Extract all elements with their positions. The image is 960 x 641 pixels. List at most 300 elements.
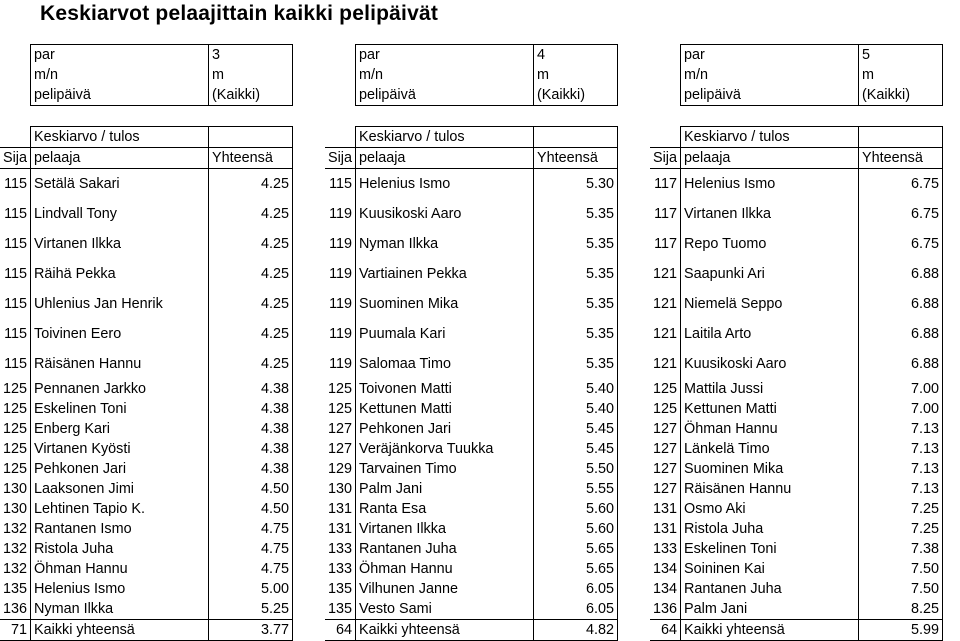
table-row <box>650 199 943 229</box>
rank-cell: 133 <box>328 561 353 577</box>
filter-row <box>650 65 943 85</box>
player-cell[interactable]: Vartiainen Pekka <box>356 259 534 289</box>
spacer-row <box>650 106 943 127</box>
player-cell[interactable]: Helenius Ismo <box>356 169 534 200</box>
rank-cell: 125 <box>328 381 353 397</box>
pivot-table-par-4 <box>325 44 618 641</box>
rank-cell: 119 <box>329 266 353 282</box>
player-cell[interactable]: Toivonen Matti <box>356 379 534 399</box>
player-cell[interactable]: Pennanen Jarkko <box>31 379 209 399</box>
table-row <box>325 319 618 349</box>
table-row <box>0 259 293 289</box>
average-cell: 7.25 <box>859 519 943 539</box>
average-cell: 4.25 <box>209 229 293 259</box>
average-cell: 5.35 <box>534 229 618 259</box>
player-cell[interactable]: Helenius Ismo <box>681 169 859 200</box>
header-blank <box>534 127 618 148</box>
filter-value-dropdown[interactable]: (Kaikki) <box>859 85 943 106</box>
average-cell: 7.13 <box>859 439 943 459</box>
player-cell[interactable]: Kaikki yhteensä <box>31 620 209 641</box>
player-cell[interactable]: Ristola Juha <box>31 539 209 559</box>
player-cell[interactable]: Virtanen Ilkka <box>31 229 209 259</box>
table-row <box>650 519 943 539</box>
table-row <box>0 379 293 399</box>
player-cell[interactable]: Räisänen Hannu <box>31 349 209 379</box>
table-row <box>650 499 943 519</box>
player-cell[interactable]: Mattila Jussi <box>681 379 859 399</box>
rank-cell: 117 <box>654 206 678 222</box>
rank-cell: 117 <box>654 176 678 192</box>
pivot-table-par-3 <box>0 44 293 641</box>
rank-cell: 127 <box>653 461 678 477</box>
average-cell: 7.50 <box>859 559 943 579</box>
rank-cell: 119 <box>329 296 353 312</box>
rank-cell: 121 <box>653 356 678 372</box>
average-cell: 5.50 <box>534 459 618 479</box>
rank-cell: 119 <box>329 236 353 252</box>
player-cell[interactable]: Palm Jani <box>356 479 534 499</box>
rank-cell: 127 <box>653 441 678 457</box>
filter-value-dropdown[interactable]: 3 <box>209 45 293 66</box>
header-blank <box>209 127 293 148</box>
table-row <box>0 229 293 259</box>
rank-cell: 131 <box>653 521 678 537</box>
table-row <box>650 349 943 379</box>
player-cell[interactable]: Kaikki yhteensä <box>681 620 859 641</box>
rank-cell: 115 <box>4 236 28 252</box>
rank-cell: 132 <box>3 521 28 537</box>
player-cell[interactable]: Lindvall Tony <box>31 199 209 229</box>
table-row <box>325 399 618 419</box>
filter-row <box>650 45 943 66</box>
average-cell: 5.25 <box>209 599 293 620</box>
rank-cell: 125 <box>3 441 28 457</box>
filter-value-dropdown[interactable]: 4 <box>534 45 618 66</box>
table-row <box>0 439 293 459</box>
filter-label: m/n <box>681 65 859 85</box>
table-row <box>0 199 293 229</box>
player-cell[interactable]: Rantanen Juha <box>681 579 859 599</box>
table-row <box>650 419 943 439</box>
player-cell[interactable]: Kettunen Matti <box>681 399 859 419</box>
player-cell[interactable]: Ristola Juha <box>681 519 859 539</box>
average-cell: 5.60 <box>534 499 618 519</box>
rank-cell: 134 <box>653 561 678 577</box>
rank-cell: 119 <box>329 356 353 372</box>
average-cell: 5.65 <box>534 539 618 559</box>
rank-cell: 125 <box>3 421 28 437</box>
header-spacer <box>325 127 356 148</box>
average-cell: 7.25 <box>859 499 943 519</box>
player-cell[interactable]: Osmo Aki <box>681 499 859 519</box>
filter-spacer <box>650 65 681 85</box>
table-row <box>0 319 293 349</box>
table-row <box>650 289 943 319</box>
filter-spacer <box>0 85 31 106</box>
column-header-sija[interactable]: Sija <box>0 148 31 169</box>
filter-value-dropdown[interactable]: (Kaikki) <box>534 85 618 106</box>
column-header-sija[interactable]: Sija <box>325 148 356 169</box>
table-row <box>325 579 618 599</box>
average-cell: 4.25 <box>209 289 293 319</box>
measure-label[interactable]: Keskiarvo / tulos <box>681 127 859 148</box>
average-cell: 3.77 <box>209 620 293 641</box>
total-row <box>650 620 943 641</box>
filter-label: par <box>681 45 859 66</box>
table-row <box>325 459 618 479</box>
rank-cell: 115 <box>4 266 28 282</box>
rank-cell: 135 <box>328 601 353 617</box>
average-cell: 7.00 <box>859 399 943 419</box>
average-cell: 7.13 <box>859 459 943 479</box>
table-row <box>650 579 943 599</box>
rank-cell: 71 <box>0 620 31 641</box>
average-cell: 6.88 <box>859 259 943 289</box>
rank-cell: 125 <box>3 461 28 477</box>
filter-row <box>0 65 293 85</box>
player-cell[interactable]: Öhman Hannu <box>31 559 209 579</box>
rank-cell: 125 <box>328 401 353 417</box>
table-row <box>650 599 943 620</box>
average-cell: 4.50 <box>209 479 293 499</box>
header-row-measure <box>325 127 618 148</box>
average-cell: 6.75 <box>859 199 943 229</box>
rank-cell: 125 <box>3 401 28 417</box>
table-row <box>650 539 943 559</box>
average-cell: 7.38 <box>859 539 943 559</box>
player-cell[interactable]: Kaikki yhteensä <box>356 620 534 641</box>
player-cell[interactable]: Pehkonen Jari <box>31 459 209 479</box>
rank-cell: 131 <box>328 501 353 517</box>
table-row <box>650 229 943 259</box>
player-cell[interactable]: Kuusikoski Aaro <box>356 199 534 229</box>
rank-cell: 130 <box>3 481 28 497</box>
player-cell[interactable]: Uhlenius Jan Henrik <box>31 289 209 319</box>
player-cell[interactable]: Nyman Ilkka <box>356 229 534 259</box>
rank-cell: 133 <box>653 541 678 557</box>
table-row <box>650 169 943 200</box>
rank-cell: 132 <box>3 541 28 557</box>
player-cell[interactable]: Setälä Sakari <box>31 169 209 200</box>
total-row <box>0 620 293 641</box>
player-cell[interactable]: Räisänen Hannu <box>681 479 859 499</box>
player-cell[interactable]: Kuusikoski Aaro <box>681 349 859 379</box>
player-cell[interactable]: Enberg Kari <box>31 419 209 439</box>
table-row <box>325 599 618 620</box>
average-cell: 7.13 <box>859 479 943 499</box>
filter-spacer <box>325 85 356 106</box>
average-cell: 5.35 <box>534 259 618 289</box>
table-row <box>650 319 943 349</box>
table-row <box>325 559 618 579</box>
filter-label: pelipäivä <box>356 85 534 106</box>
table-row <box>325 519 618 539</box>
table-row <box>325 349 618 379</box>
average-cell: 5.35 <box>534 289 618 319</box>
measure-label[interactable]: Keskiarvo / tulos <box>356 127 534 148</box>
player-cell[interactable]: Tarvainen Timo <box>356 459 534 479</box>
filter-value-dropdown[interactable]: m <box>209 65 293 85</box>
rank-cell: 115 <box>4 296 28 312</box>
average-cell: 5.35 <box>534 319 618 349</box>
filter-label: pelipäivä <box>31 85 209 106</box>
table-row <box>650 379 943 399</box>
rank-cell: 125 <box>3 381 28 397</box>
average-cell: 4.75 <box>209 519 293 539</box>
table-row <box>0 349 293 379</box>
filter-label: pelipäivä <box>681 85 859 106</box>
column-header-yhteensa: Yhteensä <box>534 148 618 169</box>
table-row <box>325 199 618 229</box>
player-cell[interactable]: Öhman Hannu <box>681 419 859 439</box>
filter-label: m/n <box>356 65 534 85</box>
average-cell: 4.75 <box>209 539 293 559</box>
average-cell: 4.25 <box>209 169 293 200</box>
table-row <box>0 579 293 599</box>
player-cell[interactable]: Pehkonen Jari <box>356 419 534 439</box>
table-row <box>0 169 293 200</box>
rank-cell: 115 <box>4 356 28 372</box>
average-cell: 5.40 <box>534 379 618 399</box>
rank-cell: 135 <box>328 581 353 597</box>
player-cell[interactable]: Länkelä Timo <box>681 439 859 459</box>
average-cell: 6.88 <box>859 289 943 319</box>
table-row <box>325 539 618 559</box>
player-cell[interactable]: Virtanen Ilkka <box>681 199 859 229</box>
table-row <box>650 259 943 289</box>
filter-row <box>325 85 618 106</box>
player-cell[interactable]: Repo Tuomo <box>681 229 859 259</box>
player-cell[interactable]: Palm Jani <box>681 599 859 620</box>
rank-cell: 127 <box>328 441 353 457</box>
filter-spacer <box>0 45 31 66</box>
table-row <box>325 419 618 439</box>
rank-cell: 136 <box>3 601 28 617</box>
player-cell[interactable]: Toivinen Eero <box>31 319 209 349</box>
rank-cell: 133 <box>328 541 353 557</box>
rank-cell: 115 <box>4 206 28 222</box>
average-cell: 6.75 <box>859 229 943 259</box>
average-cell: 5.45 <box>534 419 618 439</box>
column-header-sija[interactable]: Sija <box>650 148 681 169</box>
table-row <box>0 519 293 539</box>
measure-label[interactable]: Keskiarvo / tulos <box>31 127 209 148</box>
average-cell: 7.50 <box>859 579 943 599</box>
rank-cell: 129 <box>328 461 353 477</box>
player-cell[interactable]: Puumala Kari <box>356 319 534 349</box>
column-header-yhteensa: Yhteensä <box>209 148 293 169</box>
average-cell: 5.35 <box>534 349 618 379</box>
player-cell[interactable]: Veräjänkorva Tuukka <box>356 439 534 459</box>
player-cell[interactable]: Virtanen Kyösti <box>31 439 209 459</box>
rank-cell: 135 <box>3 581 28 597</box>
player-cell[interactable]: Eskelinen Toni <box>681 539 859 559</box>
spacer-row <box>325 106 618 127</box>
filter-label: m/n <box>31 65 209 85</box>
player-cell[interactable]: Nyman Ilkka <box>31 599 209 620</box>
average-cell: 8.25 <box>859 599 943 620</box>
average-cell: 4.38 <box>209 459 293 479</box>
average-cell: 7.00 <box>859 379 943 399</box>
rank-cell: 136 <box>653 601 678 617</box>
filter-value-dropdown[interactable]: m <box>534 65 618 85</box>
table-row <box>325 289 618 319</box>
spacer-row <box>0 106 293 127</box>
header-row-columns <box>325 148 618 169</box>
filter-label: par <box>31 45 209 66</box>
table-row <box>325 229 618 259</box>
player-cell[interactable]: Rantanen Juha <box>356 539 534 559</box>
table-row <box>0 289 293 319</box>
header-row-measure <box>0 127 293 148</box>
filter-spacer <box>325 45 356 66</box>
player-cell[interactable]: Suominen Mika <box>356 289 534 319</box>
pivot-table-par-5 <box>650 44 943 641</box>
average-cell: 6.05 <box>534 579 618 599</box>
table-row <box>0 539 293 559</box>
rank-cell: 131 <box>328 521 353 537</box>
column-header-pelaaja[interactable]: pelaaja <box>31 148 209 169</box>
average-cell: 4.38 <box>209 399 293 419</box>
average-cell: 6.75 <box>859 169 943 200</box>
table-row <box>0 479 293 499</box>
player-cell[interactable]: Saapunki Ari <box>681 259 859 289</box>
average-cell: 5.35 <box>534 199 618 229</box>
average-cell: 4.25 <box>209 349 293 379</box>
table-row <box>0 499 293 519</box>
average-cell: 6.05 <box>534 599 618 620</box>
rank-cell: 125 <box>653 381 678 397</box>
average-cell: 4.75 <box>209 559 293 579</box>
player-cell[interactable]: Räihä Pekka <box>31 259 209 289</box>
average-cell: 5.40 <box>534 399 618 419</box>
player-cell[interactable]: Soininen Kai <box>681 559 859 579</box>
table-row <box>325 259 618 289</box>
filter-value-dropdown[interactable]: (Kaikki) <box>209 85 293 106</box>
average-cell: 6.88 <box>859 319 943 349</box>
filter-row <box>650 85 943 106</box>
rank-cell: 64 <box>650 620 681 641</box>
rank-cell: 130 <box>328 481 353 497</box>
column-header-pelaaja[interactable]: pelaaja <box>681 148 859 169</box>
average-cell: 5.00 <box>209 579 293 599</box>
table-row <box>0 599 293 620</box>
average-cell: 4.25 <box>209 319 293 349</box>
column-header-pelaaja[interactable]: pelaaja <box>356 148 534 169</box>
player-cell[interactable]: Vesto Sami <box>356 599 534 620</box>
rank-cell: 115 <box>4 176 28 192</box>
player-cell[interactable]: Virtanen Ilkka <box>356 519 534 539</box>
average-cell: 4.25 <box>209 259 293 289</box>
rank-cell: 127 <box>653 421 678 437</box>
filter-value-dropdown[interactable]: m <box>859 65 943 85</box>
player-cell[interactable]: Salomaa Timo <box>356 349 534 379</box>
table-row <box>325 439 618 459</box>
header-row-columns <box>0 148 293 169</box>
rank-cell: 131 <box>653 501 678 517</box>
player-cell[interactable]: Laaksonen Jimi <box>31 479 209 499</box>
player-cell[interactable]: Lehtinen Tapio K. <box>31 499 209 519</box>
table-row <box>0 459 293 479</box>
player-cell[interactable]: Rantanen Ismo <box>31 519 209 539</box>
rank-cell: 119 <box>329 206 353 222</box>
average-cell: 5.65 <box>534 559 618 579</box>
rank-cell: 115 <box>4 326 28 342</box>
table-row <box>650 559 943 579</box>
page-title: Keskiarvot pelaajittain kaikki pelipäivät <box>40 2 439 25</box>
player-cell[interactable]: Kettunen Matti <box>356 399 534 419</box>
rank-cell: 130 <box>3 501 28 517</box>
filter-row <box>0 85 293 106</box>
rank-cell: 132 <box>3 561 28 577</box>
average-cell: 4.38 <box>209 419 293 439</box>
header-spacer <box>650 127 681 148</box>
player-cell[interactable]: Vilhunen Janne <box>356 579 534 599</box>
rank-cell: 121 <box>653 296 678 312</box>
table-row <box>650 459 943 479</box>
filter-spacer <box>0 65 31 85</box>
player-cell[interactable]: Niemelä Seppo <box>681 289 859 319</box>
filter-row <box>0 45 293 66</box>
filter-row <box>325 45 618 66</box>
rank-cell: 127 <box>328 421 353 437</box>
table-row <box>0 419 293 439</box>
header-row-measure <box>650 127 943 148</box>
average-cell: 4.38 <box>209 379 293 399</box>
average-cell: 6.88 <box>859 349 943 379</box>
table-row <box>650 439 943 459</box>
average-cell: 5.30 <box>534 169 618 200</box>
table-row <box>0 559 293 579</box>
table-row <box>325 379 618 399</box>
player-cell[interactable]: Eskelinen Toni <box>31 399 209 419</box>
table-row <box>325 499 618 519</box>
filter-spacer <box>325 65 356 85</box>
table-row <box>0 399 293 419</box>
average-cell: 7.13 <box>859 419 943 439</box>
header-row-columns <box>650 148 943 169</box>
rank-cell: 125 <box>653 401 678 417</box>
column-header-yhteensa: Yhteensä <box>859 148 943 169</box>
rank-cell: 121 <box>653 326 678 342</box>
player-cell[interactable]: Öhman Hannu <box>356 559 534 579</box>
rank-cell: 115 <box>329 176 353 192</box>
header-spacer <box>0 127 31 148</box>
average-cell: 5.99 <box>859 620 943 641</box>
table-row <box>325 479 618 499</box>
average-cell: 5.55 <box>534 479 618 499</box>
filter-value-dropdown[interactable]: 5 <box>859 45 943 66</box>
filter-spacer <box>650 45 681 66</box>
player-cell[interactable]: Suominen Mika <box>681 459 859 479</box>
filter-row <box>325 65 618 85</box>
table-row <box>650 479 943 499</box>
average-cell: 4.50 <box>209 499 293 519</box>
rank-cell: 134 <box>653 581 678 597</box>
filter-spacer <box>650 85 681 106</box>
filter-label: par <box>356 45 534 66</box>
table-row <box>650 399 943 419</box>
rank-cell: 127 <box>653 481 678 497</box>
total-row <box>325 620 618 641</box>
average-cell: 4.38 <box>209 439 293 459</box>
rank-cell: 64 <box>325 620 356 641</box>
player-cell[interactable]: Helenius Ismo <box>31 579 209 599</box>
player-cell[interactable]: Ranta Esa <box>356 499 534 519</box>
rank-cell: 121 <box>653 266 678 282</box>
average-cell: 4.82 <box>534 620 618 641</box>
player-cell[interactable]: Laitila Arto <box>681 319 859 349</box>
